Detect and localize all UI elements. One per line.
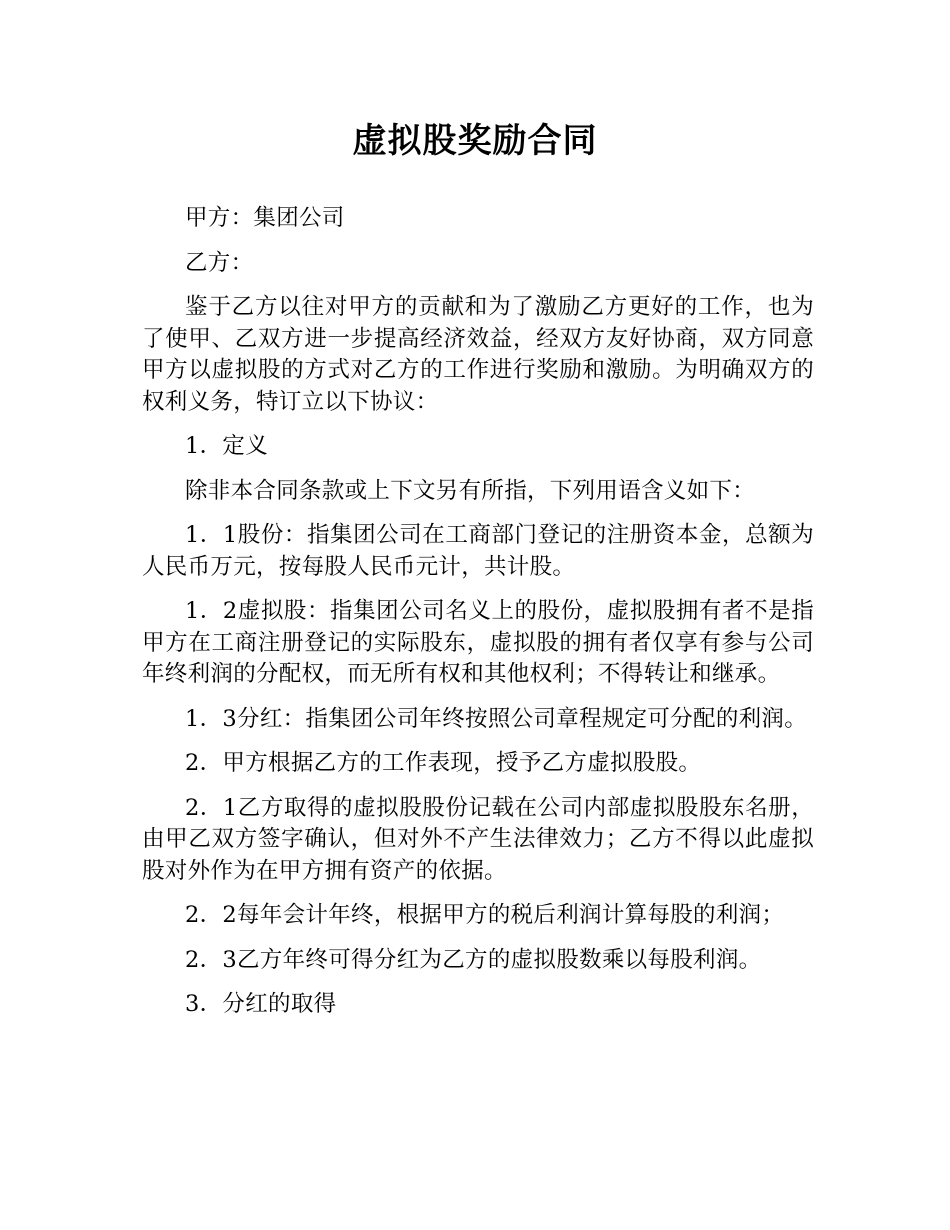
party-b-line: 乙方： [185, 249, 254, 276]
clause-1-3: 1．3分红：指集团公司年终按照公司章程规定可分配的利润。 [185, 705, 808, 732]
clause-2-3: 2．3乙方年终可得分红为乙方的虚拟股数乘以每股利润。 [185, 946, 762, 973]
definitions-intro: 除非本合同条款或上下文另有所指，下列用语含义如下： [185, 477, 756, 504]
clause-2-1: 2．1乙方取得的虚拟股股份记载在公司内部虚拟股股东名册，由甲乙双方签字确认，但对外不产生法律效力；乙方不得以此虚拟股对外作为在甲方拥有资产的依据。 [142, 794, 814, 884]
document-title: 虚拟股奖励合同 [352, 121, 598, 161]
preamble-paragraph: 鉴于乙方以往对甲方的贡献和为了激励乙方更好的工作，也为了使甲、乙双方进一步提高经济效益，经双方友好协商，双方同意甲方以虚拟股的方式对乙方的工作进行奖励和激励。为明确双方的权利义务，特订立以下协议： [142, 294, 814, 415]
document-body [142, 203, 814, 1034]
party-a-line: 甲方：集团公司 [185, 205, 345, 231]
section-1-heading: 1．定义 [185, 433, 269, 459]
clause-1-1: 1．1股份：指集团公司在工商部门登记的注册资本金，总额为人民币万元，按每股人民币元计，共计股。 [142, 522, 814, 580]
clause-2: 2．甲方根据乙方的工作表现，授予乙方虚拟股股。 [185, 750, 702, 776]
section-3-heading: 3．分红的取得 [185, 991, 337, 1017]
clause-2-2: 2．2每年会计年终，根据甲方的税后利润计算每股的利润； [185, 902, 785, 928]
clause-1-2: 1．2虚拟股：指集团公司名义上的股份，虚拟股拥有者不是指甲方在工商注册登记的实际股东，虚拟股的拥有者仅享有参与公司年终利润的分配权，而无所有权和其他权利；不得转让和继承。 [142, 598, 814, 687]
